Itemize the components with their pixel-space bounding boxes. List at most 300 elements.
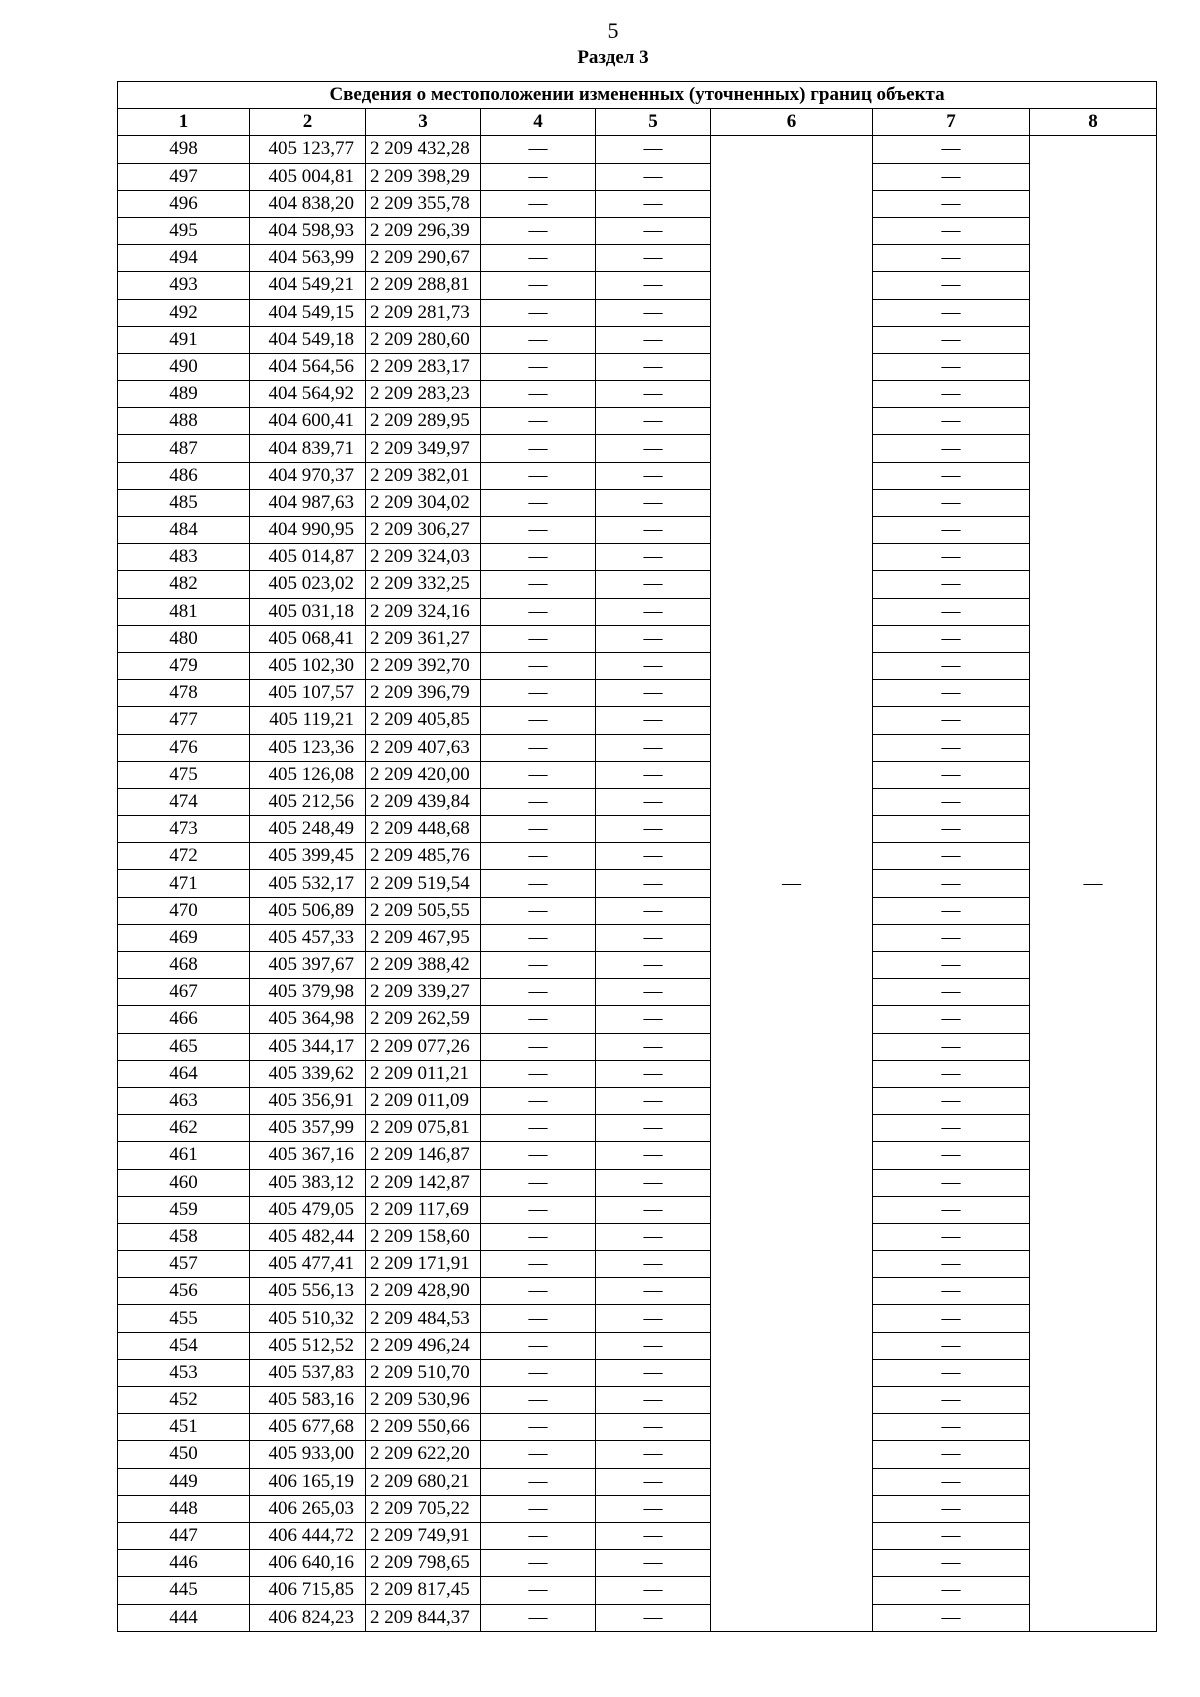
column-5-cell: —	[596, 353, 711, 380]
coordinate-y-cell: 2 209 388,42	[366, 952, 481, 979]
column-5-cell: —	[596, 1142, 711, 1169]
coordinate-x-cell: 406 444,72	[250, 1522, 366, 1549]
page-number: 5	[607, 18, 619, 43]
table-row	[118, 952, 1157, 979]
column-4-cell: —	[481, 979, 596, 1006]
column-4-cell: —	[481, 652, 596, 679]
column-4-cell: —	[481, 1387, 596, 1414]
coordinate-x-cell: 404 549,18	[250, 326, 366, 353]
coordinate-x-cell: 405 068,41	[250, 625, 366, 652]
column-5-cell: —	[596, 870, 711, 897]
column-5-cell: —	[596, 979, 711, 1006]
coordinate-y-cell: 2 209 398,29	[366, 163, 481, 190]
column-5-cell: —	[596, 952, 711, 979]
point-number-cell: 464	[118, 1060, 250, 1087]
point-number-cell: 454	[118, 1332, 250, 1359]
column-7-cell: —	[873, 217, 1030, 244]
point-number-cell: 479	[118, 652, 250, 679]
column-4-cell: —	[481, 1468, 596, 1495]
column-7-cell: —	[873, 1495, 1030, 1522]
column-4-cell: —	[481, 1087, 596, 1114]
column-4-cell: —	[481, 136, 596, 163]
column-4-cell: —	[481, 299, 596, 326]
column-5-cell: —	[596, 788, 711, 815]
coordinate-y-cell: 2 209 817,45	[366, 1577, 481, 1604]
point-number-cell: 485	[118, 489, 250, 516]
table-row	[118, 816, 1157, 843]
coordinate-y-cell: 2 209 075,81	[366, 1115, 481, 1142]
coordinate-x-cell: 404 549,15	[250, 299, 366, 326]
table-row	[118, 680, 1157, 707]
table-row	[118, 1006, 1157, 1033]
coordinate-x-cell: 404 600,41	[250, 408, 366, 435]
column-4-cell: —	[481, 1332, 596, 1359]
column-header-1: 1	[118, 109, 250, 136]
table-row	[118, 761, 1157, 788]
coordinate-y-cell: 2 209 798,65	[366, 1550, 481, 1577]
point-number-cell: 494	[118, 245, 250, 272]
coordinate-x-cell: 405 512,52	[250, 1332, 366, 1359]
coordinate-y-cell: 2 209 146,87	[366, 1142, 481, 1169]
column-5-cell: —	[596, 1305, 711, 1332]
column-5-cell: —	[596, 707, 711, 734]
column-5-cell: —	[596, 1359, 711, 1386]
column-5-cell: —	[596, 761, 711, 788]
column-4-cell: —	[481, 897, 596, 924]
column-5-cell: —	[596, 163, 711, 190]
column-4-cell: —	[481, 163, 596, 190]
point-number-cell: 480	[118, 625, 250, 652]
column-4-cell: —	[481, 761, 596, 788]
column-4-cell: —	[481, 272, 596, 299]
column-header-5: 5	[596, 109, 711, 136]
point-number-cell: 492	[118, 299, 250, 326]
coordinate-y-cell: 2 209 428,90	[366, 1278, 481, 1305]
column-7-cell: —	[873, 979, 1030, 1006]
column-7-cell: —	[873, 1332, 1030, 1359]
column-7-cell: —	[873, 1087, 1030, 1114]
column-5-cell: —	[596, 1196, 711, 1223]
column-4-cell: —	[481, 1359, 596, 1386]
point-number-cell: 445	[118, 1577, 250, 1604]
column-5-cell: —	[596, 1006, 711, 1033]
column-7-cell: —	[873, 1359, 1030, 1386]
column-header-8: 8	[1030, 109, 1157, 136]
column-4-cell: —	[481, 1522, 596, 1549]
point-number-cell: 446	[118, 1550, 250, 1577]
coordinate-x-cell: 404 838,20	[250, 190, 366, 217]
coordinate-x-cell: 405 506,89	[250, 897, 366, 924]
point-number-cell: 487	[118, 435, 250, 462]
coordinate-x-cell: 405 583,16	[250, 1387, 366, 1414]
column-4-cell: —	[481, 843, 596, 870]
column-7-cell: —	[873, 353, 1030, 380]
column-4-cell: —	[481, 1196, 596, 1223]
coordinate-x-cell: 405 356,91	[250, 1087, 366, 1114]
coordinate-x-cell: 406 265,03	[250, 1495, 366, 1522]
column-6-merged-cell: —	[711, 136, 873, 1631]
column-5-cell: —	[596, 1223, 711, 1250]
point-number-cell: 451	[118, 1414, 250, 1441]
table-row	[118, 843, 1157, 870]
column-7-cell: —	[873, 788, 1030, 815]
column-4-cell: —	[481, 734, 596, 761]
coordinate-y-cell: 2 209 680,21	[366, 1468, 481, 1495]
table-row	[118, 788, 1157, 815]
column-7-cell: —	[873, 517, 1030, 544]
column-5-cell: —	[596, 517, 711, 544]
table-row	[118, 979, 1157, 1006]
coordinate-x-cell: 405 383,12	[250, 1169, 366, 1196]
point-number-cell: 495	[118, 217, 250, 244]
table-row	[118, 163, 1157, 190]
coordinate-x-cell: 405 556,13	[250, 1278, 366, 1305]
coordinate-x-cell: 405 399,45	[250, 843, 366, 870]
table-row	[118, 707, 1157, 734]
coordinate-y-cell: 2 209 304,02	[366, 489, 481, 516]
table-row	[118, 381, 1157, 408]
point-number-cell: 469	[118, 924, 250, 951]
point-number-cell: 489	[118, 381, 250, 408]
coordinate-x-cell: 405 537,83	[250, 1359, 366, 1386]
point-number-cell: 457	[118, 1251, 250, 1278]
column-7-cell: —	[873, 1604, 1030, 1631]
coordinate-y-cell: 2 209 355,78	[366, 190, 481, 217]
column-5-cell: —	[596, 571, 711, 598]
column-5-cell: —	[596, 1251, 711, 1278]
table-title-row	[118, 82, 1157, 109]
table-row	[118, 1115, 1157, 1142]
coordinate-x-cell: 404 564,56	[250, 353, 366, 380]
boundary-coordinates-table	[117, 81, 1157, 1632]
table-row	[118, 299, 1157, 326]
column-5-cell: —	[596, 1060, 711, 1087]
point-number-cell: 462	[118, 1115, 250, 1142]
column-5-cell: —	[596, 1604, 711, 1631]
column-5-cell: —	[596, 1115, 711, 1142]
column-7-cell: —	[873, 1577, 1030, 1604]
coordinate-y-cell: 2 209 171,91	[366, 1251, 481, 1278]
column-5-cell: —	[596, 1332, 711, 1359]
coordinate-x-cell: 404 987,63	[250, 489, 366, 516]
coordinate-x-cell: 405 107,57	[250, 680, 366, 707]
column-7-cell: —	[873, 435, 1030, 462]
column-5-cell: —	[596, 1033, 711, 1060]
column-4-cell: —	[481, 1142, 596, 1169]
coordinate-x-cell: 405 357,99	[250, 1115, 366, 1142]
table-row	[118, 326, 1157, 353]
point-number-cell: 458	[118, 1223, 250, 1250]
coordinate-x-cell: 405 677,68	[250, 1414, 366, 1441]
column-5-cell: —	[596, 897, 711, 924]
coordinate-y-cell: 2 209 296,39	[366, 217, 481, 244]
coordinate-y-cell: 2 209 283,23	[366, 381, 481, 408]
table-row	[118, 1033, 1157, 1060]
coordinate-y-cell: 2 209 158,60	[366, 1223, 481, 1250]
column-4-cell: —	[481, 544, 596, 571]
coordinate-y-cell: 2 209 382,01	[366, 462, 481, 489]
column-7-cell: —	[873, 870, 1030, 897]
coordinate-x-cell: 405 477,41	[250, 1251, 366, 1278]
column-4-cell: —	[481, 489, 596, 516]
coordinate-y-cell: 2 209 550,66	[366, 1414, 481, 1441]
table-row	[118, 489, 1157, 516]
column-5-cell: —	[596, 1495, 711, 1522]
coordinate-y-cell: 2 209 290,67	[366, 245, 481, 272]
table-row	[118, 1169, 1157, 1196]
coordinate-y-cell: 2 209 011,09	[366, 1087, 481, 1114]
column-7-cell: —	[873, 952, 1030, 979]
coordinate-x-cell: 404 563,99	[250, 245, 366, 272]
coordinate-x-cell: 405 532,17	[250, 870, 366, 897]
column-7-cell: —	[873, 381, 1030, 408]
column-5-cell: —	[596, 1169, 711, 1196]
table-row	[118, 1414, 1157, 1441]
column-header-7: 7	[873, 109, 1030, 136]
column-5-cell: —	[596, 680, 711, 707]
coordinate-x-cell: 406 715,85	[250, 1577, 366, 1604]
column-4-cell: —	[481, 381, 596, 408]
coordinate-y-cell: 2 209 510,70	[366, 1359, 481, 1386]
coordinate-x-cell: 405 479,05	[250, 1196, 366, 1223]
point-number-cell: 463	[118, 1087, 250, 1114]
point-number-cell: 478	[118, 680, 250, 707]
table-row	[118, 517, 1157, 544]
coordinate-x-cell: 405 344,17	[250, 1033, 366, 1060]
column-7-cell: —	[873, 408, 1030, 435]
column-7-cell: —	[873, 1251, 1030, 1278]
table-row	[118, 190, 1157, 217]
coordinate-x-cell: 405 123,77	[250, 136, 366, 163]
column-5-cell: —	[596, 136, 711, 163]
coordinate-x-cell: 404 970,37	[250, 462, 366, 489]
coordinate-x-cell: 404 598,93	[250, 217, 366, 244]
coordinate-x-cell: 405 119,21	[250, 707, 366, 734]
column-7-cell: —	[873, 652, 1030, 679]
coordinate-x-cell: 405 023,02	[250, 571, 366, 598]
column-4-cell: —	[481, 924, 596, 951]
column-7-cell: —	[873, 598, 1030, 625]
column-5-cell: —	[596, 489, 711, 516]
point-number-cell: 444	[118, 1604, 250, 1631]
column-7-cell: —	[873, 734, 1030, 761]
table-row	[118, 734, 1157, 761]
coordinate-x-cell: 405 212,56	[250, 788, 366, 815]
column-7-cell: —	[873, 625, 1030, 652]
coordinate-y-cell: 2 209 407,63	[366, 734, 481, 761]
column-7-cell: —	[873, 816, 1030, 843]
column-4-cell: —	[481, 435, 596, 462]
table-row	[118, 1550, 1157, 1577]
column-4-cell: —	[481, 326, 596, 353]
column-4-cell: —	[481, 707, 596, 734]
column-7-cell: —	[873, 843, 1030, 870]
coordinate-y-cell: 2 209 332,25	[366, 571, 481, 598]
coordinate-x-cell: 405 457,33	[250, 924, 366, 951]
table-title: Сведения о местоположении измененных (уточненных) границ объекта	[118, 82, 1157, 109]
column-5-cell: —	[596, 816, 711, 843]
column-5-cell: —	[596, 734, 711, 761]
coordinate-x-cell: 406 824,23	[250, 1604, 366, 1631]
column-7-cell: —	[873, 272, 1030, 299]
column-7-cell: —	[873, 326, 1030, 353]
column-5-cell: —	[596, 598, 711, 625]
column-4-cell: —	[481, 217, 596, 244]
table-row	[118, 1604, 1157, 1631]
coordinate-y-cell: 2 209 519,54	[366, 870, 481, 897]
table-row	[118, 1332, 1157, 1359]
point-number-cell: 496	[118, 190, 250, 217]
point-number-cell: 449	[118, 1468, 250, 1495]
coordinate-y-cell: 2 209 262,59	[366, 1006, 481, 1033]
point-number-cell: 447	[118, 1522, 250, 1549]
column-4-cell: —	[481, 1550, 596, 1577]
table-row	[118, 435, 1157, 462]
point-number-cell: 484	[118, 517, 250, 544]
column-7-cell: —	[873, 489, 1030, 516]
coordinate-y-cell: 2 209 288,81	[366, 272, 481, 299]
column-4-cell: —	[481, 353, 596, 380]
column-4-cell: —	[481, 1115, 596, 1142]
coordinate-y-cell: 2 209 530,96	[366, 1387, 481, 1414]
coordinate-y-cell: 2 209 432,28	[366, 136, 481, 163]
column-4-cell: —	[481, 625, 596, 652]
coordinate-y-cell: 2 209 485,76	[366, 843, 481, 870]
column-7-cell: —	[873, 897, 1030, 924]
column-number-row	[118, 109, 1157, 136]
column-7-cell: —	[873, 462, 1030, 489]
column-7-cell: —	[873, 544, 1030, 571]
column-4-cell: —	[481, 408, 596, 435]
point-number-cell: 490	[118, 353, 250, 380]
column-5-cell: —	[596, 843, 711, 870]
point-number-cell: 471	[118, 870, 250, 897]
column-5-cell: —	[596, 652, 711, 679]
column-5-cell: —	[596, 435, 711, 462]
table-row	[118, 1196, 1157, 1223]
coordinate-x-cell: 404 839,71	[250, 435, 366, 462]
point-number-cell: 459	[118, 1196, 250, 1223]
coordinate-x-cell: 404 564,92	[250, 381, 366, 408]
column-4-cell: —	[481, 1495, 596, 1522]
coordinate-y-cell: 2 209 396,79	[366, 680, 481, 707]
table-row	[118, 1223, 1157, 1250]
column-4-cell: —	[481, 788, 596, 815]
table-row	[118, 652, 1157, 679]
table-row	[118, 1142, 1157, 1169]
column-5-cell: —	[596, 272, 711, 299]
point-number-cell: 473	[118, 816, 250, 843]
column-5-cell: —	[596, 1468, 711, 1495]
coordinate-y-cell: 2 209 448,68	[366, 816, 481, 843]
column-7-cell: —	[873, 163, 1030, 190]
point-number-cell: 472	[118, 843, 250, 870]
point-number-cell: 453	[118, 1359, 250, 1386]
coordinate-x-cell: 404 990,95	[250, 517, 366, 544]
table-row	[118, 136, 1157, 163]
point-number-cell: 466	[118, 1006, 250, 1033]
coordinate-x-cell: 405 933,00	[250, 1441, 366, 1468]
column-5-cell: —	[596, 217, 711, 244]
coordinate-y-cell: 2 209 392,70	[366, 652, 481, 679]
coordinate-y-cell: 2 209 339,27	[366, 979, 481, 1006]
coordinate-y-cell: 2 209 289,95	[366, 408, 481, 435]
coordinate-y-cell: 2 209 844,37	[366, 1604, 481, 1631]
column-5-cell: —	[596, 1414, 711, 1441]
column-5-cell: —	[596, 1577, 711, 1604]
coordinate-x-cell: 404 549,21	[250, 272, 366, 299]
column-4-cell: —	[481, 598, 596, 625]
point-number-cell: 465	[118, 1033, 250, 1060]
table-row	[118, 1305, 1157, 1332]
column-header-6: 6	[711, 109, 873, 136]
point-number-cell: 481	[118, 598, 250, 625]
column-4-cell: —	[481, 462, 596, 489]
point-number-cell: 467	[118, 979, 250, 1006]
point-number-cell: 475	[118, 761, 250, 788]
column-4-cell: —	[481, 1223, 596, 1250]
column-4-cell: —	[481, 1305, 596, 1332]
coordinate-y-cell: 2 209 077,26	[366, 1033, 481, 1060]
coordinate-y-cell: 2 209 324,03	[366, 544, 481, 571]
column-5-cell: —	[596, 1278, 711, 1305]
column-header-4: 4	[481, 109, 596, 136]
point-number-cell: 456	[118, 1278, 250, 1305]
coordinate-x-cell: 405 004,81	[250, 163, 366, 190]
column-7-cell: —	[873, 1060, 1030, 1087]
column-7-cell: —	[873, 1033, 1030, 1060]
point-number-cell: 483	[118, 544, 250, 571]
column-7-cell: —	[873, 136, 1030, 163]
column-5-cell: —	[596, 924, 711, 951]
column-4-cell: —	[481, 1060, 596, 1087]
column-8-merged-cell: —	[1030, 136, 1157, 1631]
coordinate-x-cell: 405 031,18	[250, 598, 366, 625]
coordinate-y-cell: 2 209 324,16	[366, 598, 481, 625]
column-7-cell: —	[873, 1196, 1030, 1223]
column-7-cell: —	[873, 1223, 1030, 1250]
column-7-cell: —	[873, 1006, 1030, 1033]
table-row	[118, 1387, 1157, 1414]
point-number-cell: 476	[118, 734, 250, 761]
table-row	[118, 408, 1157, 435]
table-row	[118, 353, 1157, 380]
point-number-cell: 498	[118, 136, 250, 163]
point-number-cell: 477	[118, 707, 250, 734]
coordinate-x-cell: 405 339,62	[250, 1060, 366, 1087]
coordinate-x-cell: 405 482,44	[250, 1223, 366, 1250]
point-number-cell: 460	[118, 1169, 250, 1196]
column-header-3: 3	[366, 109, 481, 136]
point-number-cell: 468	[118, 952, 250, 979]
column-4-cell: —	[481, 1577, 596, 1604]
table-body	[118, 136, 1157, 1631]
coordinate-y-cell: 2 209 749,91	[366, 1522, 481, 1549]
coordinate-x-cell: 405 379,98	[250, 979, 366, 1006]
column-7-cell: —	[873, 1169, 1030, 1196]
column-7-cell: —	[873, 680, 1030, 707]
table-row	[118, 1251, 1157, 1278]
point-number-cell: 461	[118, 1142, 250, 1169]
table-row	[118, 1359, 1157, 1386]
coordinate-x-cell: 405 364,98	[250, 1006, 366, 1033]
column-7-cell: —	[873, 1387, 1030, 1414]
coordinate-y-cell: 2 209 281,73	[366, 299, 481, 326]
column-5-cell: —	[596, 1087, 711, 1114]
coordinate-y-cell: 2 209 505,55	[366, 897, 481, 924]
column-7-cell: —	[873, 924, 1030, 951]
column-7-cell: —	[873, 1522, 1030, 1549]
